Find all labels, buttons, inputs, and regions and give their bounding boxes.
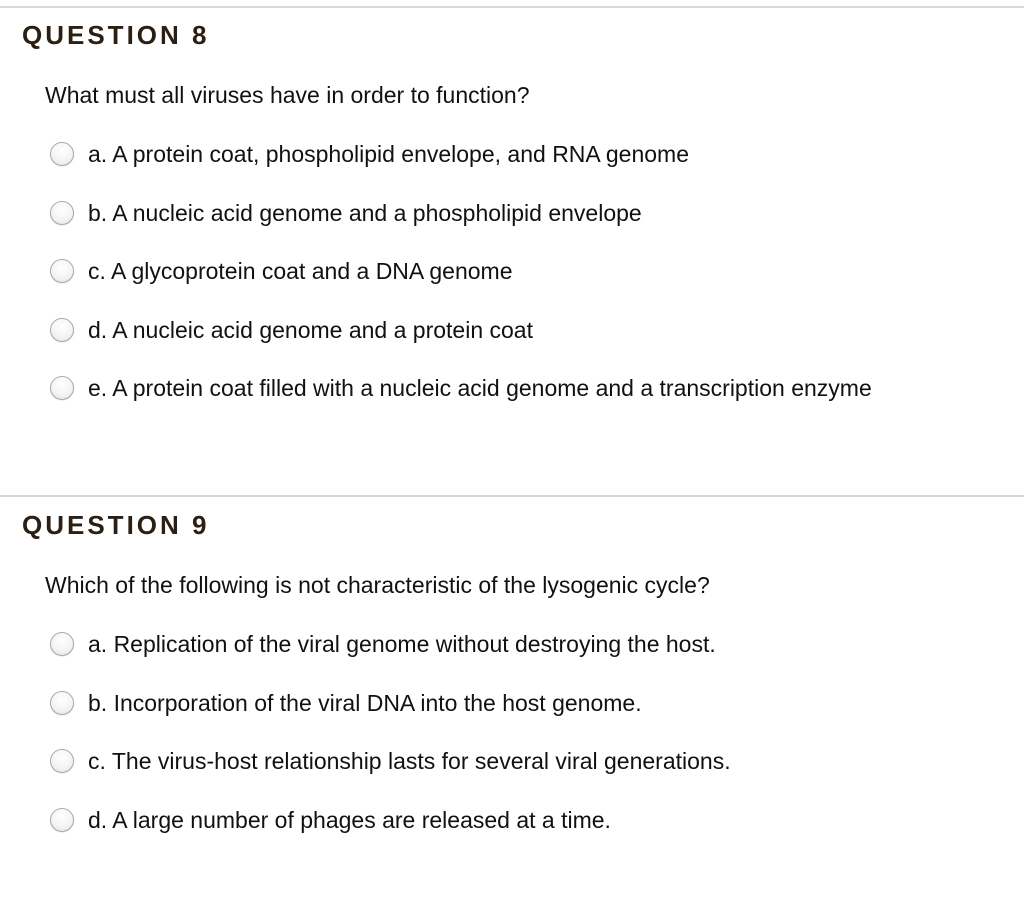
option-label: b. Incorporation of the viral DNA into the host genome. — [88, 689, 642, 716]
question-8-option-d[interactable] — [50, 315, 533, 345]
radio-button-icon[interactable] — [50, 142, 74, 166]
question-9-option-b[interactable] — [50, 688, 642, 718]
question-9-title: QUESTION 9 — [22, 510, 210, 540]
question-9-option-c[interactable] — [50, 746, 731, 776]
question-9-option-a[interactable] — [50, 629, 716, 659]
question-8-title: QUESTION 8 — [22, 20, 210, 50]
option-label: b. A nucleic acid genome and a phospholipid envelope — [88, 199, 642, 226]
radio-button-icon[interactable] — [50, 691, 74, 715]
option-label: a. Replication of the viral genome without destroying the host. — [88, 630, 716, 657]
question-8-prompt: What must all viruses have in order to function? — [45, 82, 530, 108]
option-label: c. A glycoprotein coat and a DNA genome — [88, 257, 513, 284]
option-label: e. A protein coat filled with a nucleic acid genome and a transcription enzyme — [88, 374, 872, 401]
radio-button-icon[interactable] — [50, 632, 74, 656]
radio-button-icon[interactable] — [50, 201, 74, 225]
question-9-divider — [0, 495, 1024, 497]
question-8-option-e[interactable] — [50, 373, 872, 403]
option-label: d. A large number of phages are released at a time. — [88, 806, 611, 833]
option-label: a. A protein coat, phospholipid envelope, and RNA genome — [88, 140, 689, 167]
radio-button-icon[interactable] — [50, 749, 74, 773]
radio-button-icon[interactable] — [50, 318, 74, 342]
question-8-option-a[interactable] — [50, 139, 689, 169]
question-9-prompt: Which of the following is not characteristic of the lysogenic cycle? — [45, 572, 710, 598]
question-8-option-c[interactable] — [50, 256, 513, 286]
question-8-divider — [0, 6, 1024, 8]
radio-button-icon[interactable] — [50, 376, 74, 400]
question-9-option-d[interactable] — [50, 805, 611, 835]
option-label: d. A nucleic acid genome and a protein coat — [88, 316, 533, 343]
radio-button-icon[interactable] — [50, 808, 74, 832]
question-8-option-b[interactable] — [50, 198, 642, 228]
radio-button-icon[interactable] — [50, 259, 74, 283]
option-label: c. The virus-host relationship lasts for several viral generations. — [88, 747, 731, 774]
